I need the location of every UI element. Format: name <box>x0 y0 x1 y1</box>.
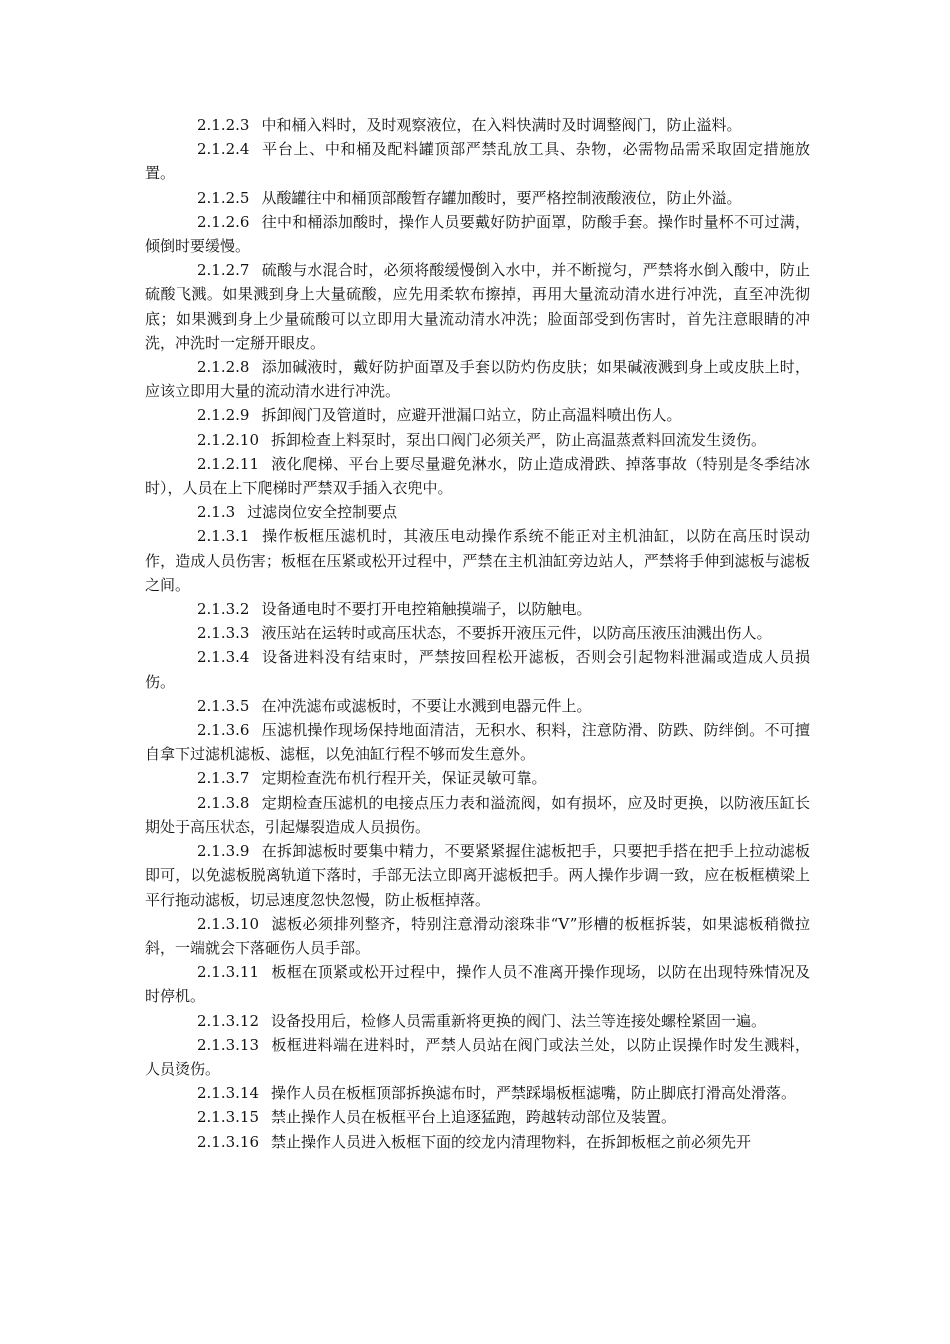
clause-number: 2.1.2.3 <box>197 116 250 134</box>
paragraph-2-1-3-12 <box>145 1009 810 1033</box>
paragraph-2-1-3-7 <box>145 766 810 790</box>
clause-text: 添加碱液时，戴好防护面罩及手套以防灼伤皮肤；如果碱液溅到身上或皮肤上时，应该立即用大量的流动清水进行冲洗。 <box>145 358 810 401</box>
paragraph-2-1-3-9 <box>145 839 810 912</box>
clause-number: 2.1.2.5 <box>197 188 250 207</box>
clause-number: 2.1.2.11 <box>197 454 260 473</box>
clause-text: 禁止操作人员进入板框下面的绞龙内清理物料，在拆卸板框之前必须先开 <box>271 1132 752 1151</box>
clause-text: 板框在顶紧或松开过程中，操作人员不准离开操作现场，以防在出现特殊情况及时停机。 <box>145 963 810 1006</box>
clause-text: 设备投用后，检修人员需重新将更换的阀门、法兰等连接处螺栓紧固一遍。 <box>271 1011 767 1030</box>
clause-number: 2.1.3.11 <box>197 963 260 982</box>
clause-text: 定期检查洗布机行程开关，保证灵敏可靠。 <box>261 769 547 788</box>
paragraph-2-1-2-4 <box>145 137 810 185</box>
paragraph-2-1-2-7 <box>145 258 810 355</box>
section-title: 过滤岗位安全控制要点 <box>247 503 398 522</box>
clause-text: 液化爬梯、平台上要尽量避免淋水，防止造成滑跌、掉落事故（特别是冬季结冰时），人员在上下爬梯时严禁双手插入衣兜中。 <box>145 454 810 498</box>
clause-number: 2.1.2.6 <box>197 212 250 231</box>
clause-text: 压滤机操作现场保持地面清洁，无积水、积料，注意防滑、防跌、防绊倒。不可擅自拿下过滤机滤板、滤框，以免油缸行程不够而发生意外。 <box>145 721 810 764</box>
clause-text: 在拆卸滤板时要集中精力，不要紧紧握住滤板把手，只要把手搭在把手上拉动滤板即可，以免滤板脱离轨道下落时，手部无法立即离开滤板把手。两人操作步调一致，应在板框横梁上平行拖动滤板，切忌速度忽快忽慢，防止板框掉落。 <box>145 842 810 909</box>
clause-text: 板框进料端在进料时，严禁人员站在阀门或法兰处，以防止误操作时发生溅料，人员烫伤。 <box>145 1035 810 1078</box>
paragraph-2-1-3-14 <box>145 1081 810 1105</box>
paragraph-2-1-3-13 <box>145 1033 810 1081</box>
clause-number: 2.1.3.1 <box>197 527 250 546</box>
clause-text: 禁止操作人员在板框平台上追逐猛跑，跨越转动部位及装置。 <box>271 1108 677 1127</box>
paragraph-2-1-3-1 <box>145 524 810 597</box>
clause-number: 2.1.2.8 <box>197 358 250 377</box>
clause-text: 硫酸与水混合时，必须将酸缓慢倒入水中，并不断搅匀，严禁将水倒入酸中，防止硫酸飞溅。如果溅到身上大量硫酸，应先用柔软布擦掉，再用大量流动清水进行冲洗，直至冲洗彻底；如果溅到身上少量硫酸可以立即用大量流动清水冲洗；脸面部受到伤害时，首先注意眼睛的冲洗，冲洗时一定掰开眼皮。 <box>145 261 810 352</box>
paragraph-2-1-2-8 <box>145 355 810 403</box>
paragraph-2-1-2-6 <box>145 210 810 258</box>
clause-number: 2.1.3.6 <box>197 721 250 740</box>
paragraph-2-1-3-5 <box>145 694 810 718</box>
clause-number: 2.1.3.9 <box>197 842 250 861</box>
paragraph-2-1-3-6 <box>145 718 810 766</box>
clause-text: 往中和桶添加酸时，操作人员要戴好防护面罩，防酸手套。操作时量杯不可过满，倾倒时要缓慢。 <box>145 212 810 256</box>
clause-number: 2.1.3.8 <box>197 793 250 812</box>
clause-text: 定期检查压滤机的电接点压力表和溢流阀，如有损坏，应及时更换，以防液压缸长期处于高压状态，引起爆裂造成人员损伤。 <box>145 793 810 836</box>
paragraph-2-1-3-16 <box>145 1130 810 1154</box>
section-number: 2.1.3 <box>197 503 236 522</box>
clause-text: 操作人员在板框顶部拆换滤布时，严禁踩塌板框滤嘴，防止脚底打滑高处滑落。 <box>271 1084 797 1103</box>
clause-number: 2.1.3.13 <box>197 1035 260 1054</box>
paragraph-2-1-3-10 <box>145 912 810 960</box>
clause-text: 滤板必须排列整齐，特别注意滑动滚珠非“V”形槽的板框拆装，如果滤板稍微拉斜，一端就会下落砸伤人员手部。 <box>145 914 810 957</box>
paragraph-2-1-2-3 <box>145 113 810 137</box>
clause-number: 2.1.3.14 <box>197 1084 260 1103</box>
clause-text: 平台上、中和桶及配料罐顶部严禁乱放工具、杂物，必需物品需采取固定措施放置。 <box>145 140 810 183</box>
paragraph-2-1-3-15 <box>145 1105 810 1129</box>
clause-text: 在冲洗滤布或滤板时，不要让水溅到电器元件上。 <box>261 696 592 715</box>
clause-text: 设备进料没有结束时，严禁按回程松开滤板，否则会引起物料泄漏或造成人员损伤。 <box>145 648 810 691</box>
clause-text: 拆卸阀门及管道时，应避开泄漏口站立，防止高温料喷出伤人。 <box>261 406 682 425</box>
clause-number: 2.1.3.4 <box>197 648 250 667</box>
clause-number: 2.1.3.7 <box>197 769 250 788</box>
clause-number: 2.1.2.10 <box>197 430 260 449</box>
clause-text: 液压站在运转时或高压状态，不要拆开液压元件，以防高压液压油溅出伤人。 <box>261 624 772 643</box>
paragraph-2-1-3-4 <box>145 645 810 693</box>
document-body <box>145 113 810 1154</box>
paragraph-2-1-2-9 <box>145 403 810 427</box>
paragraph-2-1-3-3 <box>145 621 810 645</box>
clause-number: 2.1.2.9 <box>197 406 250 425</box>
clause-number: 2.1.3.2 <box>197 600 250 619</box>
paragraph-2-1-3-8 <box>145 791 810 839</box>
paragraph-2-1-2-5 <box>145 186 810 210</box>
paragraph-2-1-2-11 <box>145 452 810 500</box>
clause-text: 操作板框压滤机时，其液压电动操作系统不能正对主机油缸，以防在高压时误动作，造成人员伤害；板框在压紧或松开过程中，严禁在主机油缸旁边站人，严禁将手伸到滤板与滤板之间。 <box>145 527 810 594</box>
clause-text: 从酸罐往中和桶顶部酸暂存罐加酸时，要严格控制液酸液位，防止外溢。 <box>261 188 742 207</box>
paragraph-2-1-3-2 <box>145 597 810 621</box>
clause-text: 设备通电时不要打开电控箱触摸端子，以防触电。 <box>261 600 592 619</box>
clause-text: 中和桶入料时，及时观察液位，在入料快满时及时调整阀门，防止溢料。 <box>261 116 742 134</box>
clause-number: 2.1.3.12 <box>197 1011 260 1030</box>
paragraph-2-1-3-11 <box>145 960 810 1008</box>
clause-number: 2.1.3.10 <box>197 914 260 933</box>
clause-number: 2.1.3.3 <box>197 624 250 643</box>
clause-number: 2.1.3.16 <box>197 1132 260 1151</box>
clause-number: 2.1.2.7 <box>197 261 250 280</box>
paragraph-2-1-2-10 <box>145 428 810 452</box>
clause-number: 2.1.3.5 <box>197 696 250 715</box>
clause-text: 拆卸检查上料泵时，泵出口阀门必须关严，防止高温蒸煮料回流发生烫伤。 <box>271 430 767 449</box>
clause-number: 2.1.2.4 <box>197 140 250 159</box>
section-heading-2-1-3 <box>145 500 810 524</box>
clause-number: 2.1.3.15 <box>197 1108 260 1127</box>
